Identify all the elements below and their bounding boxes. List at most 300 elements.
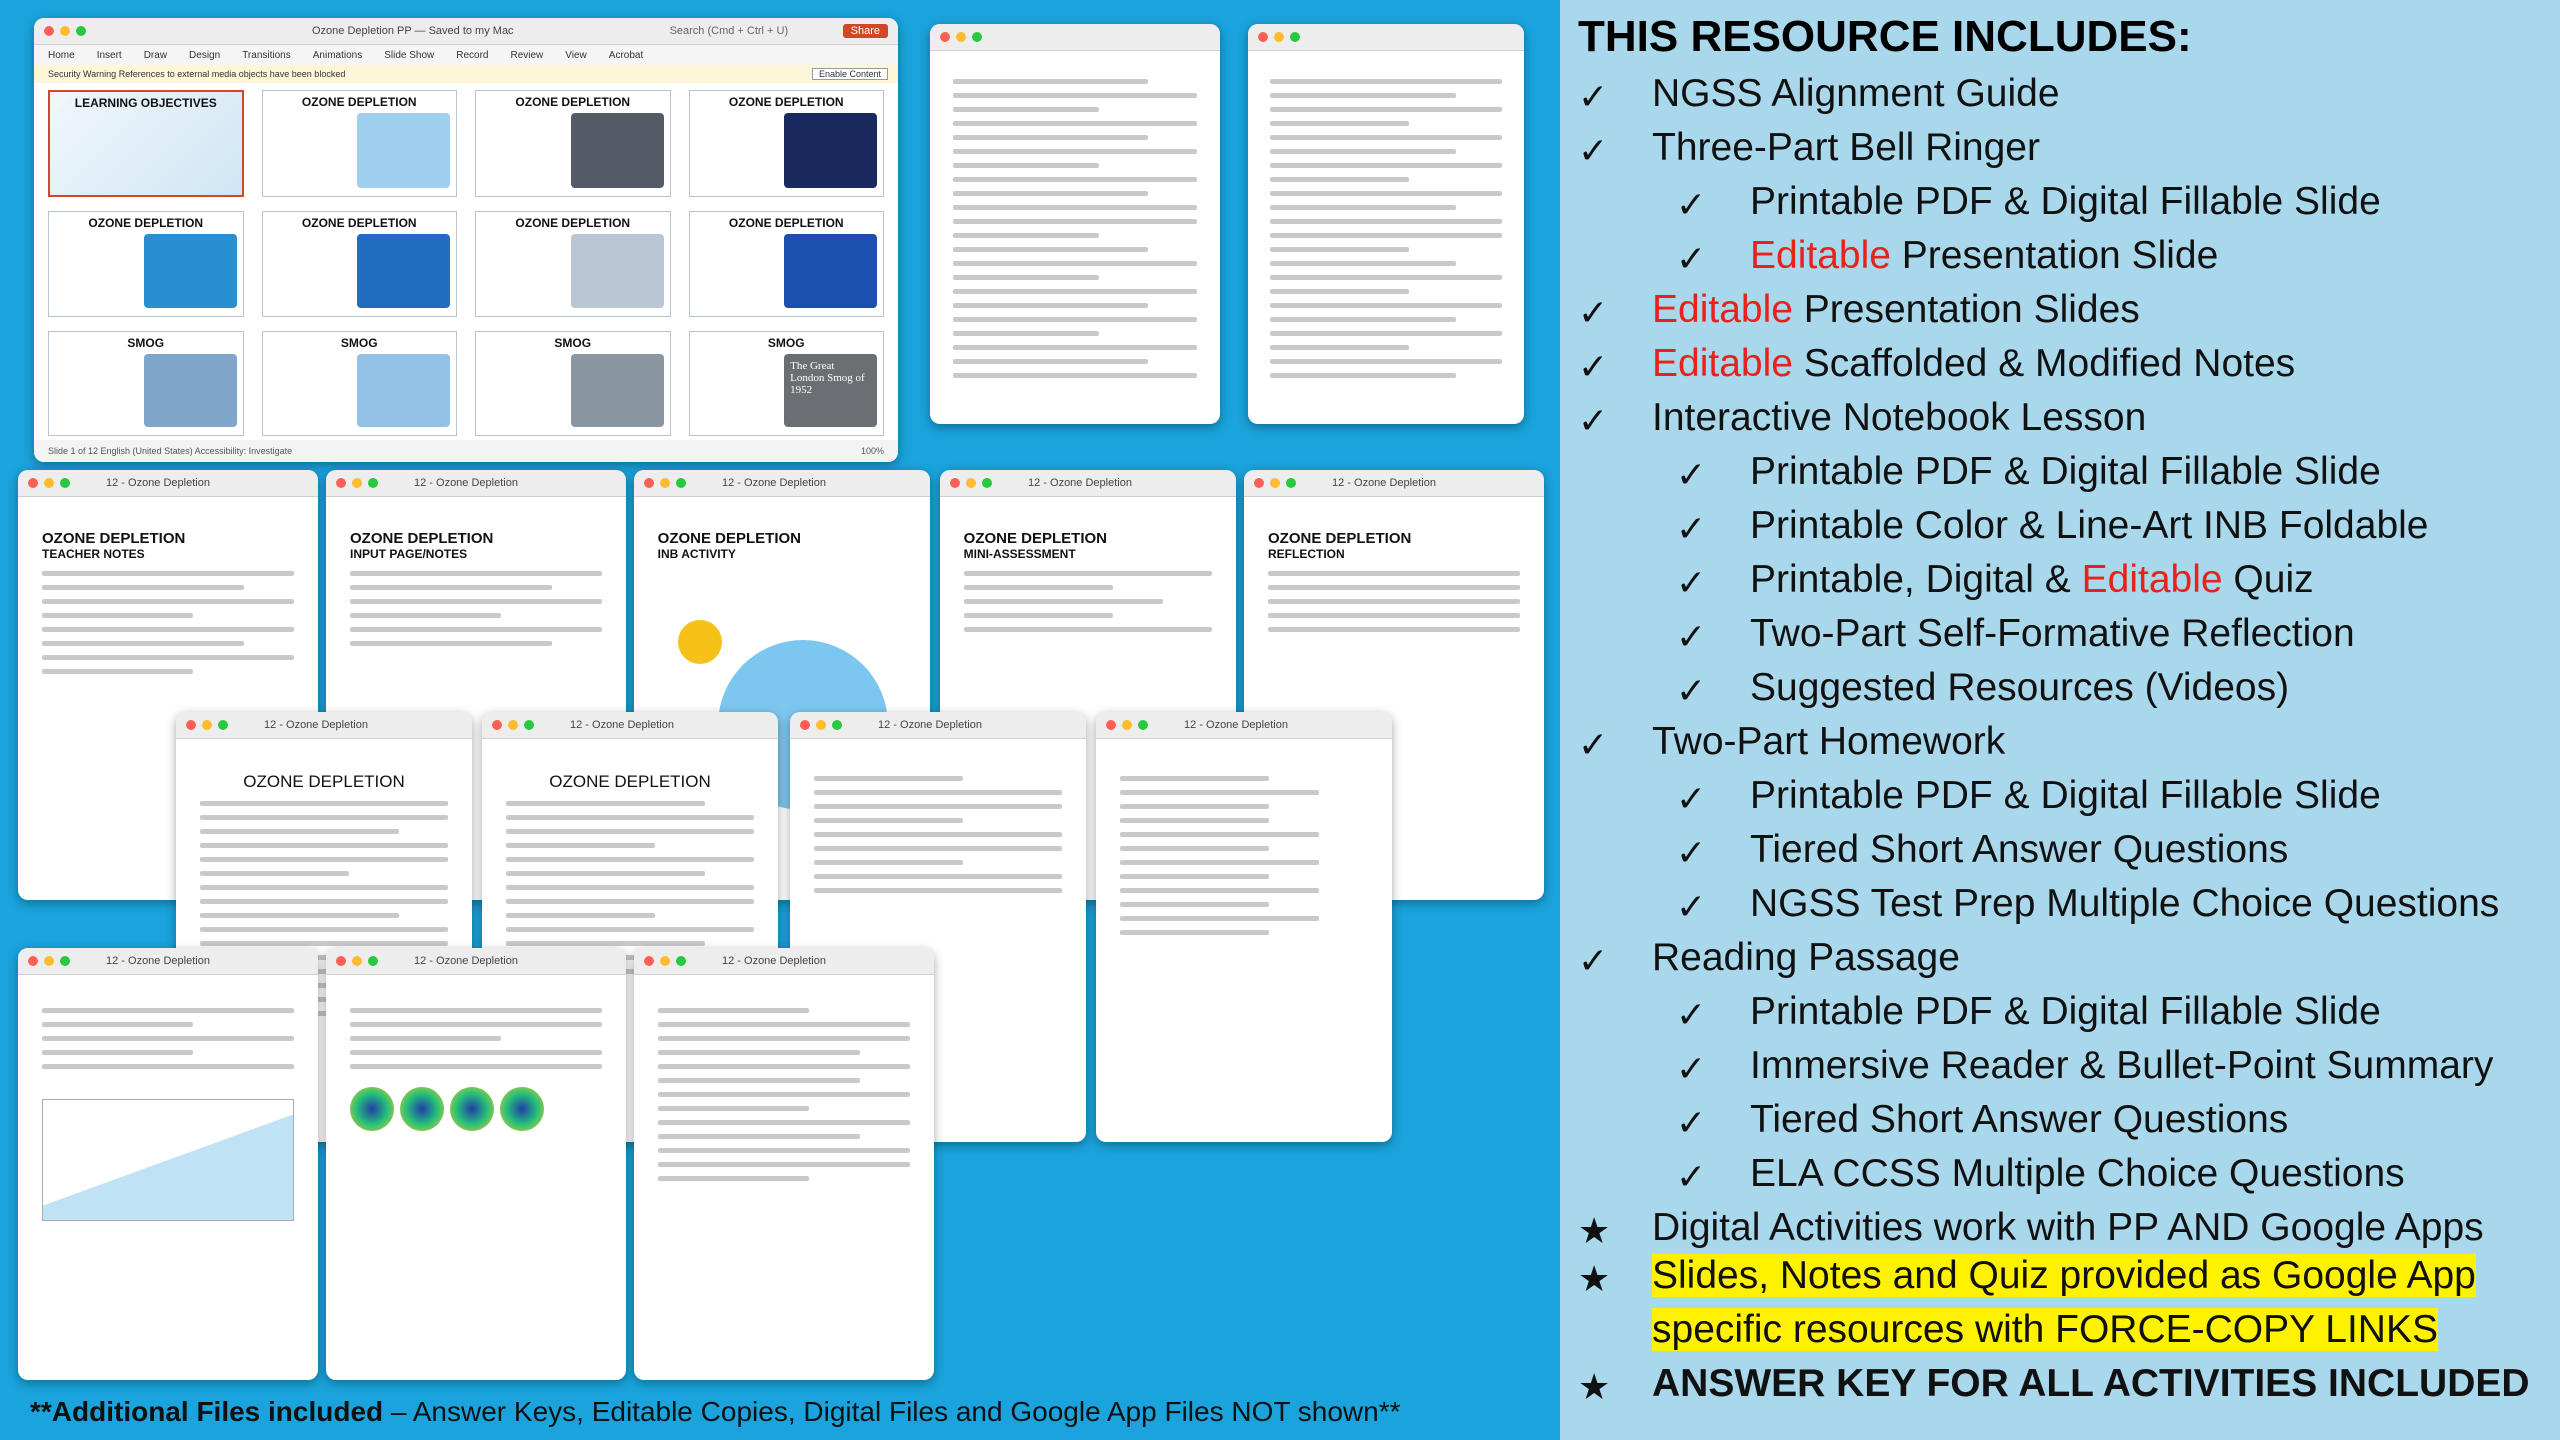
text-line xyxy=(814,860,963,865)
text-line xyxy=(953,191,1148,196)
resource-item xyxy=(1652,1206,2484,1250)
item-text: Presentation Slide xyxy=(1890,234,2219,277)
checkmark-icon: ✓ xyxy=(1676,184,1707,225)
text-line xyxy=(658,1022,910,1027)
text-line xyxy=(814,832,1063,837)
text-line xyxy=(1270,219,1502,224)
zoom-icon[interactable] xyxy=(76,26,86,36)
resource-item xyxy=(1750,990,2381,1034)
minimize-icon[interactable] xyxy=(352,478,362,488)
text-line xyxy=(953,359,1148,364)
text-line xyxy=(350,641,552,646)
google-app-note-line1 xyxy=(1652,1254,2476,1298)
text-line xyxy=(200,871,349,876)
resource-item xyxy=(1750,558,2314,602)
text-line xyxy=(814,818,963,823)
slide-title: OZONE DEPLETION xyxy=(515,95,631,109)
text-line xyxy=(1120,888,1319,893)
doc-title: OZONE DEPLETION xyxy=(42,530,186,547)
text-line xyxy=(1270,135,1502,140)
window-title: 12 - Ozone Depletion xyxy=(722,477,826,489)
text-line xyxy=(200,829,399,834)
text-line xyxy=(953,317,1197,322)
zoom-icon[interactable] xyxy=(676,956,686,966)
text-line xyxy=(350,599,602,604)
slide-thumbnails xyxy=(48,90,884,436)
minimize-icon[interactable] xyxy=(956,32,966,42)
item-text: Tiered Short Answer Questions xyxy=(1750,828,2289,871)
checkmark-icon: ✓ xyxy=(1578,76,1609,117)
checkmark-icon: ✓ xyxy=(1578,724,1609,765)
window-title: 12 - Ozone Depletion xyxy=(106,955,210,967)
text-line xyxy=(506,829,755,834)
doc-toolbar xyxy=(18,948,318,975)
item-text: ELA CCSS Multiple Choice Questions xyxy=(1750,1152,2405,1195)
text-line xyxy=(506,843,655,848)
text-line xyxy=(200,927,449,932)
checkmark-icon: ✓ xyxy=(1676,616,1707,657)
doc-subtitle: REFLECTION xyxy=(1268,547,1345,561)
close-icon[interactable] xyxy=(950,478,960,488)
slide-thumbnail[interactable] xyxy=(475,90,671,197)
resource-item xyxy=(1750,882,2499,926)
slide-thumbnail[interactable] xyxy=(48,90,244,197)
ozone-map-image xyxy=(500,1087,544,1131)
slide-title: OZONE DEPLETION xyxy=(301,95,417,109)
checkmark-icon: ✓ xyxy=(1578,346,1609,387)
text-line xyxy=(953,261,1197,266)
homework-window-3 xyxy=(634,948,934,1380)
slide-thumbnail[interactable] xyxy=(475,211,671,316)
zoom-icon[interactable] xyxy=(972,32,982,42)
text-line xyxy=(1270,289,1409,294)
text-line xyxy=(658,1008,809,1013)
ozone-map-image xyxy=(450,1087,494,1131)
minimize-icon[interactable] xyxy=(1122,720,1132,730)
resource-item xyxy=(1750,774,2381,818)
text-line xyxy=(506,927,755,932)
zoom-icon[interactable] xyxy=(1290,32,1300,42)
minimize-icon[interactable] xyxy=(352,956,362,966)
text-line xyxy=(42,655,294,660)
text-line xyxy=(506,815,755,820)
powerpoint-window xyxy=(34,18,898,462)
slide-title: OZONE DEPLETION xyxy=(728,95,844,109)
doc-toolbar xyxy=(1244,470,1544,497)
text-line xyxy=(953,219,1197,224)
enable-content-button[interactable]: Enable Content xyxy=(812,68,888,80)
text-line xyxy=(1270,93,1455,98)
text-line xyxy=(814,874,1063,879)
text-line xyxy=(814,776,963,781)
text-line xyxy=(1268,585,1520,590)
close-icon[interactable] xyxy=(186,720,196,730)
doc-title: OZONE DEPLETION xyxy=(657,530,802,547)
highlight-text: Slides, Notes and Quiz provided as Google App xyxy=(1652,1254,2476,1297)
text-line xyxy=(1270,79,1502,84)
text-line xyxy=(506,913,655,918)
doc-title: OZONE DEPLETION xyxy=(549,772,711,791)
text-line xyxy=(658,1148,910,1153)
checkmark-icon: ✓ xyxy=(1676,1048,1707,1089)
close-icon[interactable] xyxy=(644,478,654,488)
resource-item xyxy=(1750,504,2428,548)
text-line xyxy=(1270,247,1409,252)
slide-caption: The Great London Smog of 1952 xyxy=(790,359,865,396)
resource-item xyxy=(1750,180,2381,224)
text-line xyxy=(1120,818,1269,823)
text-line xyxy=(964,613,1113,618)
text-line xyxy=(200,913,399,918)
text-line xyxy=(350,571,602,576)
text-line xyxy=(658,1050,860,1055)
text-line xyxy=(350,1008,602,1013)
text-line xyxy=(350,1050,602,1055)
item-text: Two-Part Self-Formative Reflection xyxy=(1750,612,2355,655)
slide-thumbnail[interactable] xyxy=(689,331,885,436)
window-title: 12 - Ozone Depletion xyxy=(570,719,674,731)
doc-toolbar xyxy=(326,470,626,497)
text-line xyxy=(200,857,449,862)
text-line xyxy=(42,1022,193,1027)
minimize-icon[interactable] xyxy=(44,956,54,966)
slide-title: OZONE DEPLETION xyxy=(728,216,844,231)
page-content xyxy=(953,70,1197,404)
zoom-icon[interactable] xyxy=(368,956,378,966)
page-content xyxy=(350,988,602,1340)
close-icon[interactable] xyxy=(1254,478,1264,488)
doc-subtitle: TEACHER NOTES xyxy=(42,547,145,561)
resource-item xyxy=(1652,288,2140,332)
ozone-map-image xyxy=(350,1087,394,1131)
menu-item[interactable]: Review xyxy=(510,49,544,61)
menu-item[interactable]: Design xyxy=(189,49,221,61)
slide-thumbnail[interactable] xyxy=(262,331,458,436)
doc-subtitle: INB ACTIVITY xyxy=(657,547,736,561)
sun-icon xyxy=(678,620,722,664)
text-line xyxy=(1120,902,1269,907)
page-content xyxy=(658,988,910,1340)
minimize-icon[interactable] xyxy=(966,478,976,488)
search-input[interactable]: Search (Cmd + Ctrl + U) xyxy=(669,25,789,37)
close-icon[interactable] xyxy=(644,956,654,966)
text-line xyxy=(42,1050,193,1055)
item-text: Scaffolded & Modified Notes xyxy=(1792,342,2296,385)
text-line xyxy=(1270,261,1455,266)
slide-thumbnail[interactable] xyxy=(689,211,885,316)
text-line xyxy=(200,815,449,820)
text-line xyxy=(1268,571,1520,576)
resource-item xyxy=(1652,126,2040,170)
close-icon[interactable] xyxy=(800,720,810,730)
doc-toolbar xyxy=(176,712,472,739)
text-line xyxy=(200,899,449,904)
text-line xyxy=(200,801,449,806)
item-text: Three-Part Bell Ringer xyxy=(1652,126,2040,169)
minimize-icon[interactable] xyxy=(660,956,670,966)
menu-item[interactable]: Acrobat xyxy=(608,49,644,61)
text-line xyxy=(1270,359,1502,364)
zoom-icon[interactable] xyxy=(524,720,534,730)
text-line xyxy=(200,941,449,946)
checkmark-icon: ✓ xyxy=(1578,130,1609,171)
text-line xyxy=(1268,613,1520,618)
resource-item xyxy=(1652,396,2146,440)
doc-toolbar xyxy=(634,948,934,975)
item-text: Printable PDF & Digital Fillable Slide xyxy=(1750,990,2381,1033)
text-line xyxy=(658,1092,910,1097)
slide-image xyxy=(144,234,237,307)
slide-image xyxy=(357,113,450,188)
close-icon[interactable] xyxy=(492,720,502,730)
resource-item xyxy=(1750,450,2381,494)
window-title: 12 - Ozone Depletion xyxy=(1028,477,1132,489)
text-line xyxy=(964,627,1213,632)
resource-item xyxy=(1750,1152,2405,1196)
window-title: 12 - Ozone Depletion xyxy=(1184,719,1288,731)
text-line xyxy=(506,801,705,806)
item-text: Reading Passage xyxy=(1652,936,1960,979)
slide-thumbnail[interactable] xyxy=(48,211,244,316)
doc-subtitle: MINI-ASSESSMENT xyxy=(963,547,1076,561)
item-text: Printable, Digital & xyxy=(1750,558,2082,601)
window-title: 12 - Ozone Depletion xyxy=(264,719,368,731)
text-line xyxy=(814,790,1063,795)
text-line xyxy=(42,599,294,604)
star-icon: ★ xyxy=(1578,1366,1611,1407)
zoom-icon[interactable] xyxy=(60,956,70,966)
item-text: Immersive Reader & Bullet-Point Summary xyxy=(1750,1044,2494,1087)
text-line xyxy=(814,888,1063,893)
star-icon: ★ xyxy=(1578,1210,1611,1251)
star-icon: ★ xyxy=(1578,1258,1611,1299)
text-line xyxy=(1120,860,1319,865)
doc-toolbar xyxy=(482,712,778,739)
text-line xyxy=(1270,107,1502,112)
menu-item[interactable]: Insert xyxy=(96,49,122,61)
text-line xyxy=(964,571,1213,576)
text-line xyxy=(1270,317,1455,322)
close-icon[interactable] xyxy=(1106,720,1116,730)
editable-label: Editable xyxy=(1652,342,1793,385)
text-line xyxy=(1270,177,1409,182)
slide-thumbnail[interactable] xyxy=(262,90,458,197)
text-line xyxy=(350,1036,501,1041)
text-line xyxy=(953,345,1197,350)
text-line xyxy=(42,1064,294,1069)
text-line xyxy=(658,1134,860,1139)
minimize-icon[interactable] xyxy=(44,478,54,488)
text-line xyxy=(658,1036,910,1041)
slide-image xyxy=(784,113,877,188)
resource-item xyxy=(1750,612,2355,656)
slide-title: SMOG xyxy=(554,335,592,350)
panel-heading: THIS RESOURCE INCLUDES: xyxy=(1578,12,2192,61)
resource-item xyxy=(1750,1044,2493,1088)
doc-subtitle: INPUT PAGE/NOTES xyxy=(350,547,468,561)
resource-item xyxy=(1750,666,2289,710)
minimize-icon[interactable] xyxy=(202,720,212,730)
resource-item xyxy=(1750,234,2218,278)
slide-image xyxy=(784,354,877,427)
checkmark-icon: ✓ xyxy=(1676,454,1707,495)
multiple-choice-window xyxy=(1096,712,1392,1142)
item-text: Printable PDF & Digital Fillable Slide xyxy=(1750,774,2381,817)
close-icon[interactable] xyxy=(940,32,950,42)
page-content xyxy=(1270,70,1502,404)
text-line xyxy=(1268,599,1520,604)
minimize-icon[interactable] xyxy=(60,26,70,36)
text-line xyxy=(953,303,1148,308)
checkmark-icon: ✓ xyxy=(1676,778,1707,819)
close-icon[interactable] xyxy=(336,478,346,488)
text-line xyxy=(42,627,294,632)
doc-toolbar xyxy=(634,470,930,497)
menu-item[interactable]: Home xyxy=(48,49,75,61)
zoom-icon[interactable] xyxy=(676,478,686,488)
slide-title: LEARNING OBJECTIVES xyxy=(74,96,217,110)
page-content xyxy=(1120,752,1369,1102)
text-line xyxy=(42,641,244,646)
item-text: Printable PDF & Digital Fillable Slide xyxy=(1750,450,2381,493)
zoom-icon[interactable] xyxy=(218,720,228,730)
text-line xyxy=(1270,373,1455,378)
checkmark-icon: ✓ xyxy=(1578,292,1609,333)
warning-text: Security Warning References to external media objects have been blocked xyxy=(48,69,346,79)
text-line xyxy=(506,941,705,946)
highlight-text: specific resources with FORCE-COPY LINKS xyxy=(1652,1308,2438,1351)
menu-item[interactable]: Animations xyxy=(312,49,363,61)
zoom-icon[interactable] xyxy=(982,478,992,488)
text-line xyxy=(1270,345,1409,350)
minimize-icon[interactable] xyxy=(660,478,670,488)
share-button[interactable]: Share xyxy=(843,24,888,38)
menu-item[interactable]: Record xyxy=(456,49,489,61)
item-text: Quiz xyxy=(2222,558,2314,601)
slide-thumbnail[interactable] xyxy=(48,331,244,436)
slide-thumbnail[interactable] xyxy=(689,90,885,197)
text-line xyxy=(42,669,193,674)
minimize-icon[interactable] xyxy=(1270,478,1280,488)
close-icon[interactable] xyxy=(1258,32,1268,42)
text-line xyxy=(953,149,1197,154)
text-line xyxy=(953,79,1148,84)
text-line xyxy=(658,1176,809,1181)
zoom-icon[interactable] xyxy=(368,478,378,488)
resource-item xyxy=(1652,936,1960,980)
doc-toolbar xyxy=(18,470,318,497)
text-line xyxy=(42,1008,294,1013)
close-icon[interactable] xyxy=(44,26,54,36)
resource-item xyxy=(1652,342,2295,386)
text-line xyxy=(1120,804,1269,809)
slide-title: SMOG xyxy=(340,335,378,350)
text-line xyxy=(1268,627,1520,632)
text-line xyxy=(953,121,1197,126)
text-line xyxy=(42,1036,294,1041)
title-bar xyxy=(34,18,898,45)
text-line xyxy=(1120,930,1269,935)
close-icon[interactable] xyxy=(336,956,346,966)
slide-thumbnail[interactable] xyxy=(475,331,671,436)
note-bold: **Additional Files included xyxy=(30,1396,384,1427)
slide-image xyxy=(571,113,664,188)
text-line xyxy=(814,804,1063,809)
graph-figure xyxy=(42,1099,294,1221)
slide-thumbnail[interactable] xyxy=(262,211,458,316)
notes-page-2 xyxy=(1248,24,1524,424)
slide-title: OZONE DEPLETION xyxy=(88,216,204,231)
window-title: Ozone Depletion PP — Saved to my Mac xyxy=(312,25,514,37)
resource-item xyxy=(1750,828,2288,872)
page-content xyxy=(42,988,294,1340)
ribbon-menu xyxy=(34,45,898,65)
zoom-icon[interactable] xyxy=(1286,478,1296,488)
checkmark-icon: ✓ xyxy=(1578,940,1609,981)
minimize-icon[interactable] xyxy=(508,720,518,730)
zoom-icon[interactable] xyxy=(832,720,842,730)
checkmark-icon: ✓ xyxy=(1676,670,1707,711)
close-icon[interactable] xyxy=(28,956,38,966)
zoom-level[interactable]: 100% xyxy=(860,446,884,456)
zoom-icon[interactable] xyxy=(60,478,70,488)
text-line xyxy=(350,613,501,618)
homework-window-1 xyxy=(18,948,318,1380)
editable-label: Editable xyxy=(2081,558,2223,601)
text-line xyxy=(42,613,193,618)
text-line xyxy=(658,1064,910,1069)
menu-item[interactable]: Slide Show xyxy=(384,49,435,61)
menu-item[interactable]: Draw xyxy=(143,49,168,61)
text-line xyxy=(350,627,602,632)
text-line xyxy=(1270,233,1502,238)
security-warning xyxy=(34,65,898,83)
checkmark-icon: ✓ xyxy=(1676,1156,1707,1197)
note-rest: – Answer Keys, Editable Copies, Digital Files and Google App Files NOT shown** xyxy=(383,1396,1401,1427)
item-text: Digital Activities work with PP AND Google Apps xyxy=(1652,1206,2484,1249)
text-line xyxy=(1120,832,1319,837)
item-text: Printable Color & Line-Art INB Foldable xyxy=(1750,504,2429,547)
close-icon[interactable] xyxy=(28,478,38,488)
text-line xyxy=(953,107,1099,112)
zoom-icon[interactable] xyxy=(1138,720,1148,730)
text-line xyxy=(658,1120,910,1125)
slide-image xyxy=(784,234,877,307)
text-line xyxy=(506,871,705,876)
status-bar xyxy=(34,440,898,462)
doc-title: OZONE DEPLETION xyxy=(963,530,1108,547)
window-title: 12 - Ozone Depletion xyxy=(414,955,518,967)
menu-item[interactable]: Transitions xyxy=(242,49,291,61)
text-line xyxy=(953,331,1099,336)
text-line xyxy=(964,585,1113,590)
additional-files-note xyxy=(30,1396,1400,1428)
slide-image xyxy=(357,354,450,427)
text-line xyxy=(1270,149,1455,154)
text-line xyxy=(1270,121,1409,126)
text-line xyxy=(42,585,244,590)
doc-toolbar xyxy=(1096,712,1392,739)
text-line xyxy=(658,1078,860,1083)
minimize-icon[interactable] xyxy=(1274,32,1284,42)
menu-item[interactable]: View xyxy=(565,49,587,61)
text-line xyxy=(953,373,1197,378)
resource-item xyxy=(1750,1098,2288,1142)
slide-image xyxy=(571,234,664,307)
slide-image xyxy=(357,234,450,307)
minimize-icon[interactable] xyxy=(816,720,826,730)
text-line xyxy=(350,1064,602,1069)
